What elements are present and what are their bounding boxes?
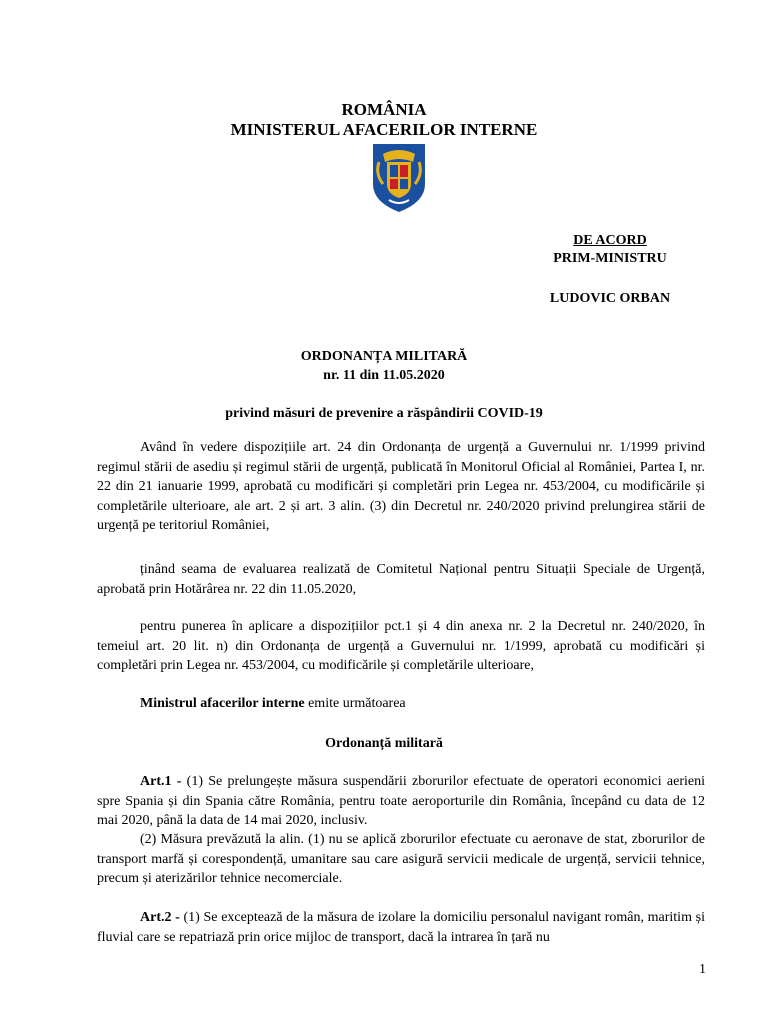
article-1-label: Art.1 - <box>140 774 182 789</box>
article-2-paragraph-1 <box>97 908 705 947</box>
issuer-bold: Ministrul afacerilor interne <box>140 696 305 711</box>
approval-name: LUDOVIC ORBAN <box>549 291 671 306</box>
header-country: ROMÂNIA <box>341 100 427 119</box>
article-1-paragraph-1 <box>97 772 705 831</box>
article-1-paragraph-2: (2) Măsura prevăzută la alin. (1) nu se aplică zborurilor efectuate cu aeronave de stat, zborurilor de transport marfă și corespondență, umanitare sau care asigură servicii medicale de urgență, servicii tehnice, precum și aterizărilor tehnice necomerciale. <box>97 832 705 886</box>
header-ministry: MINISTERUL AFACERILOR INTERNE <box>230 120 538 139</box>
section-title: Ordonanță militară <box>325 736 443 751</box>
coat-of-arms-emblem <box>369 140 429 214</box>
page-number: 1 <box>699 962 706 977</box>
preamble-paragraph-1: Având în vedere dispozițiile art. 24 din Ordonanța de urgență a Guvernului nr. 1/1999 privind regimul stării de asediu și regimul stării de urgență, publicată în Monitorul Oficial al României, Partea I, nr. 22 din 21 ianuarie 1999, aprobată cu modificări și completări prin Legea nr. 453/2004, cu modificările și completările ulterioare, ale art. 2 și art. 3 alin. (3) din Decretul nr. 240/2020 privind prelungirea stării de urgență pe teritoriul României, <box>97 440 705 533</box>
preamble-paragraph-3: pentru punerea în aplicare a dispozițiilor pct.1 și 4 din anexa nr. 2 la Decretul nr. 240/2020, în temeiul art. 20 lit. n) din Ordonanța de urgență a Guvernului nr. 1/1999, aprobată cu modificări și completări prin Legea nr. 453/2004, cu modificările și completările ulterioare, <box>97 619 705 673</box>
article-2-text-1: (1) Se exceptează de la măsura de izolare la domiciliu personalul navigant român, maritim și fluvial care se repatriază prin orice mijloc de transport, dacă la intrarea în țară nu <box>97 910 705 945</box>
issuer-line <box>97 694 705 714</box>
approval-agree: DE ACORD <box>573 233 647 248</box>
article-2-label: Art.2 - <box>140 910 180 925</box>
ordinance-subject: privind măsuri de prevenire a răspândirii COVID-19 <box>225 406 543 421</box>
ordinance-number: nr. 11 din 11.05.2020 <box>323 368 445 383</box>
approval-role: PRIM-MINISTRU <box>553 251 667 266</box>
ordinance-title: ORDONANȚA MILITARĂ <box>300 349 468 364</box>
article-1-text-1: (1) Se prelungește măsura suspendării zborurilor efectuate de operatori economici aerieni spre Spania și din Spania către România, pentru toate aeroporturile din România, începând cu data de 12 mai 2020, până la data de 14 mai 2020, inclusiv. <box>97 774 705 828</box>
issuer-rest: emite următoarea <box>304 696 406 711</box>
preamble-paragraph-2: ținând seama de evaluarea realizată de Comitetul Național pentru Situații Speciale de Urgență, aprobată prin Hotărârea nr. 22 din 11.05.2020, <box>97 562 705 597</box>
